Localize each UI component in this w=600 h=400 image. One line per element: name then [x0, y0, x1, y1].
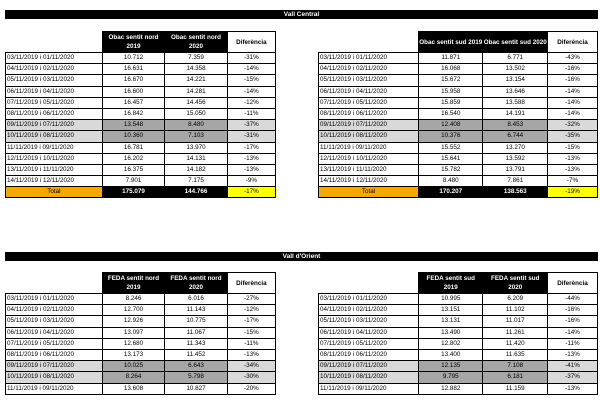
row-difference: -11%: [547, 338, 597, 349]
table-row: [6, 316, 276, 327]
row-difference: -11%: [227, 108, 275, 119]
column-header: Diferència: [547, 32, 597, 53]
row-value-2019: 10.995: [419, 294, 483, 305]
table-header-row: [319, 32, 598, 53]
row-value-2020: 8.480: [165, 120, 228, 131]
row-date: 07/11/2019 i 05/11/2020: [319, 97, 419, 108]
row-date: 06/11/2019 i 04/11/2020: [6, 327, 103, 338]
row-difference: -17%: [227, 142, 275, 153]
table-feda-sud: [318, 272, 598, 395]
row-date: 07/11/2019 i 05/11/2020: [319, 338, 419, 349]
row-difference: -20%: [227, 383, 275, 394]
row-value-2020: 6.771: [483, 53, 547, 64]
table-row: [319, 164, 598, 175]
total-value-2020: 144.766: [165, 187, 228, 198]
table-row: [319, 97, 598, 108]
row-date: 07/11/2019 i 05/11/2020: [6, 338, 103, 349]
row-date: 09/11/2019 i 07/11/2020: [6, 120, 103, 131]
row-date: 06/11/2019 i 04/11/2020: [319, 327, 419, 338]
row-value-2020: 6.209: [483, 294, 547, 305]
row-difference: -16%: [547, 64, 597, 75]
row-value-2019: 13.151: [419, 305, 483, 316]
row-difference: -44%: [547, 294, 597, 305]
table-row: [319, 142, 598, 153]
row-difference: -12%: [227, 97, 275, 108]
table-row: [319, 176, 598, 187]
row-value-2020: 6.016: [165, 294, 228, 305]
table-feda-nord: [5, 272, 276, 395]
row-value-2020: 13.154: [483, 75, 547, 86]
table-row: [319, 294, 598, 305]
row-difference: -13%: [547, 153, 597, 164]
row-value-2020: 14.191: [483, 108, 547, 119]
row-difference: -14%: [547, 97, 597, 108]
row-value-2020: 7.175: [165, 176, 228, 187]
row-difference: -16%: [547, 316, 597, 327]
table-header-row: [6, 273, 276, 294]
row-value-2019: 16.540: [419, 108, 483, 119]
row-difference: -30%: [227, 372, 275, 383]
row-date: 04/11/2019 i 02/11/2020: [6, 305, 103, 316]
total-row: [6, 187, 276, 198]
row-difference: -13%: [227, 349, 275, 360]
row-value-2020: 14.281: [165, 86, 228, 97]
row-date: 03/11/2019 i 01/11/2020: [319, 294, 419, 305]
column-header: Obac sentit sud 2019: [419, 32, 483, 53]
column-header: FEDA sentit sud 2019: [419, 273, 483, 294]
row-value-2020: 11.261: [483, 327, 547, 338]
table-row: [319, 372, 598, 383]
row-value-2020: 10.775: [165, 316, 228, 327]
row-value-2020: 7.359: [165, 53, 228, 64]
header-blank: [6, 32, 103, 53]
row-value-2019: 12.802: [419, 338, 483, 349]
row-date: 05/11/2019 i 03/11/2020: [319, 316, 419, 327]
row-difference: -13%: [227, 153, 275, 164]
row-value-2020: 13.646: [483, 86, 547, 97]
row-value-2019: 9.795: [419, 372, 483, 383]
table-row: [319, 349, 598, 360]
row-date: 07/11/2019 i 05/11/2020: [6, 97, 103, 108]
row-difference: -14%: [547, 86, 597, 97]
row-difference: -32%: [547, 120, 597, 131]
row-value-2020: 14.456: [165, 97, 228, 108]
row-value-2020: 10.827: [165, 383, 228, 394]
row-value-2019: 15.958: [419, 86, 483, 97]
row-value-2019: 13.097: [102, 327, 165, 338]
row-value-2020: 11.143: [165, 305, 228, 316]
total-difference: -19%: [547, 187, 597, 198]
row-difference: -16%: [547, 75, 597, 86]
table-row: [6, 153, 276, 164]
row-difference: -37%: [547, 372, 597, 383]
table-row: [6, 64, 276, 75]
total-value-2019: 170.207: [419, 187, 483, 198]
column-header: Diferència: [547, 273, 597, 294]
row-difference: -41%: [547, 361, 597, 372]
row-difference: -31%: [227, 131, 275, 142]
table-row: [6, 327, 276, 338]
row-date: 12/11/2019 i 10/11/2020: [6, 153, 103, 164]
header-blank: [319, 273, 419, 294]
row-date: 05/11/2019 i 03/11/2020: [6, 316, 103, 327]
row-date: 08/11/2019 i 06/11/2020: [319, 349, 419, 360]
row-date: 11/11/2019 i 09/11/2020: [6, 383, 103, 394]
row-difference: -13%: [547, 383, 597, 394]
row-difference: -34%: [227, 361, 275, 372]
row-value-2019: 13.490: [419, 327, 483, 338]
row-value-2019: 10.360: [102, 131, 165, 142]
row-date: 10/11/2019 i 08/11/2020: [319, 131, 419, 142]
row-value-2020: 6.744: [483, 131, 547, 142]
row-value-2019: 8.264: [102, 372, 165, 383]
total-label: Total: [6, 187, 103, 198]
table-row: [6, 75, 276, 86]
table-row: [319, 305, 598, 316]
table-row: [319, 383, 598, 394]
table-row: [6, 372, 276, 383]
row-date: 10/11/2019 i 08/11/2020: [319, 372, 419, 383]
row-date: 03/11/2019 i 01/11/2020: [319, 53, 419, 64]
row-value-2019: 15.782: [419, 164, 483, 175]
row-value-2020: 14.221: [165, 75, 228, 86]
row-date: 04/11/2019 i 02/11/2020: [319, 64, 419, 75]
row-difference: -17%: [227, 316, 275, 327]
row-value-2019: 15.552: [419, 142, 483, 153]
table-row: [6, 164, 276, 175]
row-value-2020: 13.270: [483, 142, 547, 153]
row-date: 08/11/2019 i 06/11/2020: [6, 108, 103, 119]
row-value-2020: 13.970: [165, 142, 228, 153]
row-value-2019: 12.680: [102, 338, 165, 349]
row-date: 13/11/2019 i 11/11/2020: [319, 164, 419, 175]
row-value-2019: 16.842: [102, 108, 165, 119]
row-value-2019: 16.375: [102, 164, 165, 175]
column-header: FEDA sentit nord 2020: [165, 273, 228, 294]
table-row: [319, 327, 598, 338]
column-header: Obac sentit nord 2020: [165, 32, 228, 53]
row-difference: -14%: [227, 64, 275, 75]
row-difference: -35%: [547, 131, 597, 142]
table-row: [6, 349, 276, 360]
table-row: [319, 64, 598, 75]
column-header: Obac sentit sud 2020: [483, 32, 547, 53]
row-value-2019: 12.700: [102, 305, 165, 316]
table-row: [319, 53, 598, 64]
section-title-vall-central: Vall Central: [5, 10, 598, 19]
row-value-2019: 8.246: [102, 294, 165, 305]
row-date: 11/11/2019 i 09/11/2020: [6, 142, 103, 153]
row-difference: -14%: [547, 108, 597, 119]
row-value-2019: 16.670: [102, 75, 165, 86]
row-difference: -13%: [547, 349, 597, 360]
row-date: 09/11/2019 i 07/11/2020: [319, 361, 419, 372]
table-row: [6, 305, 276, 316]
row-date: 10/11/2019 i 08/11/2020: [6, 131, 103, 142]
row-difference: -12%: [227, 305, 275, 316]
row-value-2019: 16.068: [419, 64, 483, 75]
table-row: [6, 108, 276, 119]
total-difference: -17%: [227, 187, 275, 198]
row-difference: -43%: [547, 53, 597, 64]
row-date: 04/11/2019 i 02/11/2020: [6, 64, 103, 75]
row-value-2019: 12.135: [419, 361, 483, 372]
row-value-2020: 5.798: [165, 372, 228, 383]
row-value-2019: 13.131: [419, 316, 483, 327]
row-value-2019: 15.641: [419, 153, 483, 164]
row-date: 10/11/2019 i 08/11/2020: [6, 372, 103, 383]
row-value-2019: 12.926: [102, 316, 165, 327]
row-date: 11/11/2019 i 09/11/2020: [319, 142, 419, 153]
row-difference: -27%: [227, 294, 275, 305]
row-difference: -31%: [227, 53, 275, 64]
row-date: 06/11/2019 i 04/11/2020: [6, 86, 103, 97]
table-row: [319, 338, 598, 349]
row-value-2019: 16.631: [102, 64, 165, 75]
row-value-2020: 11.102: [483, 305, 547, 316]
row-difference: -7%: [547, 176, 597, 187]
row-value-2020: 11.017: [483, 316, 547, 327]
table-row: [319, 316, 598, 327]
header-blank: [319, 32, 419, 53]
row-date: 09/11/2019 i 07/11/2020: [319, 120, 419, 131]
table-obac-sud: [318, 31, 598, 198]
table-row: [319, 86, 598, 97]
row-value-2020: 13.791: [483, 164, 547, 175]
row-difference: -15%: [227, 327, 275, 338]
row-value-2019: 13.608: [102, 383, 165, 394]
table-row: [6, 97, 276, 108]
table-row: [6, 361, 276, 372]
row-difference: -15%: [227, 75, 275, 86]
row-date: 08/11/2019 i 06/11/2020: [319, 108, 419, 119]
table-row: [6, 53, 276, 64]
row-value-2020: 7.861: [483, 176, 547, 187]
row-value-2019: 13.400: [419, 349, 483, 360]
row-value-2019: 16.457: [102, 97, 165, 108]
row-value-2019: 11.871: [419, 53, 483, 64]
row-date: 05/11/2019 i 03/11/2020: [319, 75, 419, 86]
row-value-2019: 15.672: [419, 75, 483, 86]
row-difference: -14%: [227, 86, 275, 97]
total-row: [319, 187, 598, 198]
table-row: [319, 131, 598, 142]
row-difference: -13%: [547, 164, 597, 175]
row-date: 04/11/2019 i 02/11/2020: [319, 305, 419, 316]
row-date: 11/11/2019 i 09/11/2020: [319, 383, 419, 394]
row-date: 14/11/2019 i 12/11/2020: [319, 176, 419, 187]
table-row: [6, 86, 276, 97]
row-date: 03/11/2019 i 01/11/2020: [6, 53, 103, 64]
table-row: [6, 120, 276, 131]
total-label: Total: [319, 187, 419, 198]
row-value-2019: 16.600: [102, 86, 165, 97]
row-value-2020: 11.635: [483, 349, 547, 360]
row-value-2019: 16.781: [102, 142, 165, 153]
row-value-2020: 13.502: [483, 64, 547, 75]
column-header: FEDA sentit sud 2020: [483, 273, 547, 294]
row-value-2020: 7.108: [483, 361, 547, 372]
row-value-2020: 8.453: [483, 120, 547, 131]
table-row: [319, 75, 598, 86]
row-difference: -37%: [227, 120, 275, 131]
table-row: [6, 294, 276, 305]
table-row: [319, 120, 598, 131]
row-value-2020: 7.103: [165, 131, 228, 142]
table-row: [319, 108, 598, 119]
table-row: [319, 153, 598, 164]
row-value-2019: 13.548: [102, 120, 165, 131]
row-value-2019: 12.408: [419, 120, 483, 131]
total-value-2019: 175.079: [102, 187, 165, 198]
table-row: [6, 338, 276, 349]
table-row: [6, 383, 276, 394]
row-date: 06/11/2019 i 04/11/2020: [319, 86, 419, 97]
row-difference: -9%: [227, 176, 275, 187]
header-blank: [6, 273, 103, 294]
row-value-2019: 13.173: [102, 349, 165, 360]
row-value-2020: 11.343: [165, 338, 228, 349]
row-date: 05/11/2019 i 03/11/2020: [6, 75, 103, 86]
row-value-2020: 15.050: [165, 108, 228, 119]
row-value-2020: 14.358: [165, 64, 228, 75]
table-row: [6, 131, 276, 142]
table-row: [6, 176, 276, 187]
column-header: Diferència: [227, 273, 275, 294]
row-value-2019: 7.901: [102, 176, 165, 187]
column-header: FEDA sentit nord 2019: [102, 273, 165, 294]
table-obac-nord: [5, 31, 276, 198]
row-date: 13/11/2019 i 11/11/2020: [6, 164, 103, 175]
row-value-2020: 11.067: [165, 327, 228, 338]
row-date: 09/11/2019 i 07/11/2020: [6, 361, 103, 372]
table-header-row: [6, 32, 276, 53]
row-value-2019: 12.882: [419, 383, 483, 394]
row-value-2019: 10.025: [102, 361, 165, 372]
row-value-2020: 13.588: [483, 97, 547, 108]
row-value-2019: 10.712: [102, 53, 165, 64]
column-header: Obac sentit nord 2019: [102, 32, 165, 53]
row-value-2019: 15.859: [419, 97, 483, 108]
total-value-2020: 138.563: [483, 187, 547, 198]
row-value-2019: 10.376: [419, 131, 483, 142]
row-value-2020: 13.592: [483, 153, 547, 164]
row-value-2019: 16.202: [102, 153, 165, 164]
row-value-2019: 8.480: [419, 176, 483, 187]
row-date: 14/11/2019 i 12/11/2020: [6, 176, 103, 187]
row-difference: -13%: [227, 164, 275, 175]
section-title-vall-orient: Vall d'Orient: [5, 252, 598, 261]
row-date: 12/11/2019 i 10/11/2020: [319, 153, 419, 164]
row-value-2020: 11.159: [483, 383, 547, 394]
table-row: [6, 142, 276, 153]
row-date: 03/11/2019 i 01/11/2020: [6, 294, 103, 305]
row-value-2020: 6.643: [165, 361, 228, 372]
table-header-row: [319, 273, 598, 294]
row-value-2020: 14.131: [165, 153, 228, 164]
row-difference: -14%: [547, 327, 597, 338]
row-value-2020: 11.420: [483, 338, 547, 349]
row-value-2020: 6.181: [483, 372, 547, 383]
row-date: 08/11/2019 i 06/11/2020: [6, 349, 103, 360]
column-header: Diferència: [227, 32, 275, 53]
row-difference: -16%: [547, 305, 597, 316]
row-difference: -15%: [547, 142, 597, 153]
table-row: [319, 361, 598, 372]
row-difference: -11%: [227, 338, 275, 349]
row-value-2020: 14.182: [165, 164, 228, 175]
row-value-2020: 11.452: [165, 349, 228, 360]
